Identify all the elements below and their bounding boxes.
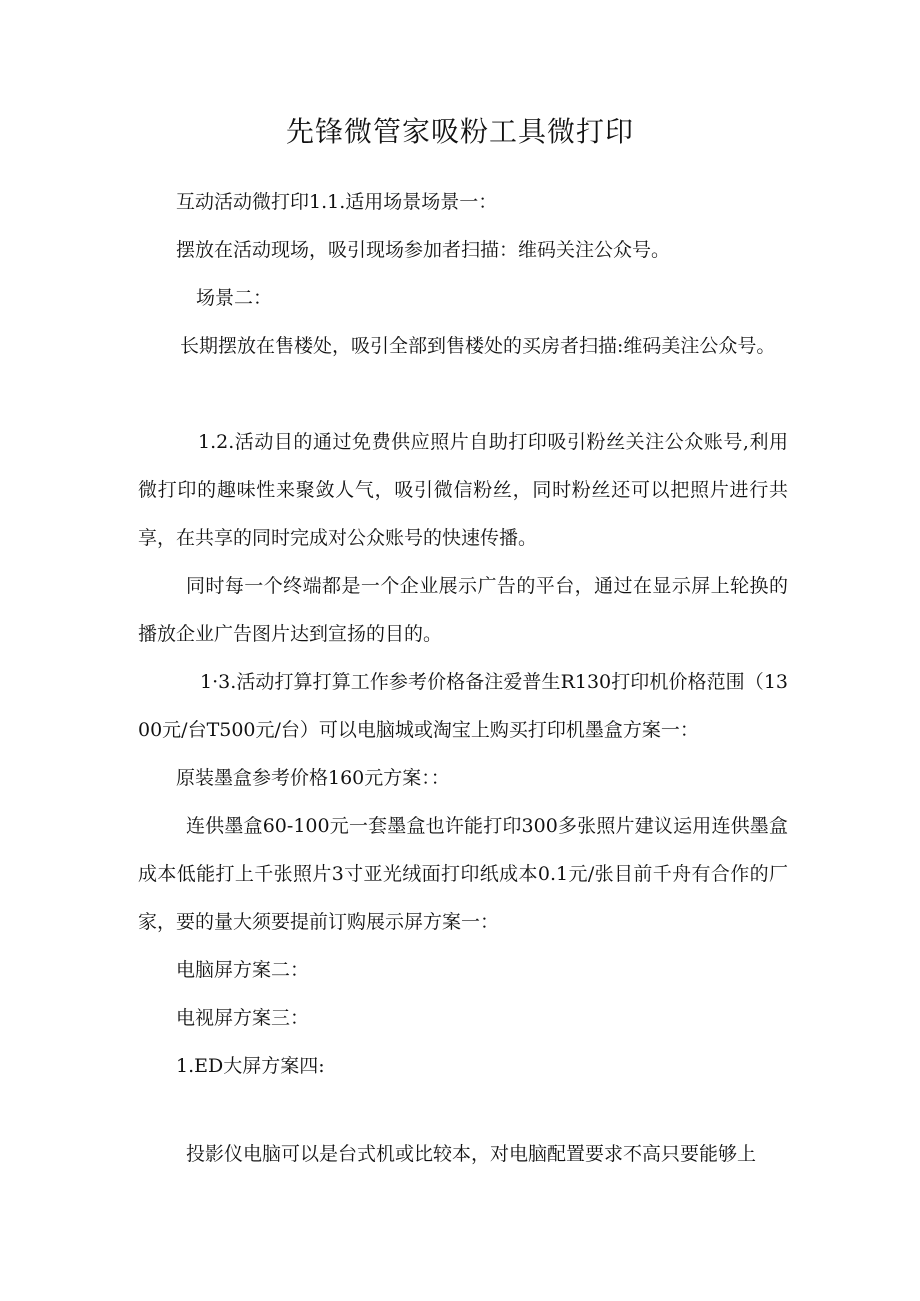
paragraph-preparation: 1·3.活动打算打算工作参考价格备注爱普生R130打印机价格范围（1300元/台T500元/台）可以电脑城或淘宝上购买打印机墨盒方案一：	[138, 671, 788, 741]
paragraph-scene-one: 互动活动微打印1.1.适用场景场景一：	[176, 191, 498, 213]
paragraph-activity-goal: 1.2.活动目的通过免费供应照片自助打印吸引粉丝关注公众账号,利用微打印的趣味性来聚敛人气，吸引微信粉丝，同时粉丝还可以把照片进行共享，在共享的同时完成对公众账号的快速传播。	[138, 431, 788, 549]
paragraph-original-ink: 原装墨盒参考价格160元方案：：	[176, 767, 450, 789]
paragraph-scene-two: 场景二：	[196, 287, 273, 309]
document-title: 先锋微管家吸粉工具微打印	[285, 115, 634, 148]
paragraph-tv-screen: 电视屏方案三：	[176, 1007, 310, 1029]
paragraph-computer-screen: 电脑屏方案二：	[176, 959, 310, 981]
paragraph-continuous-ink: 连供墨盒60-100元一套墨盒也许能打印300多张照片建议运用连供墨盒成本低能打上千张照片3寸亚光绒面打印纸成本0.1元/张目前千舟有合作的厂家，要的量大须要提前订购展示屏方案一：	[138, 815, 788, 933]
paragraph-event-site: 摆放在活动现场，吸引现场参加者扫描：维码关注公众号。	[176, 239, 671, 261]
paragraph-sales-office: 长期摆放在售楼处，吸引全部到售楼处的买房者扫描:维码美注公众号。	[180, 335, 776, 357]
paragraph-projector: 投影仪电脑可以是台式机或比较本，对电脑配置要求不高只要能够上	[186, 1143, 757, 1165]
paragraph-ad-platform: 同时每一个终端都是一个企业展示广告的平台，通过在显示屏上轮换的播放企业广告图片达到宣扬的目的。	[138, 575, 788, 645]
paragraph-led-screen: 1.ED大屏方案四:	[176, 1055, 325, 1077]
